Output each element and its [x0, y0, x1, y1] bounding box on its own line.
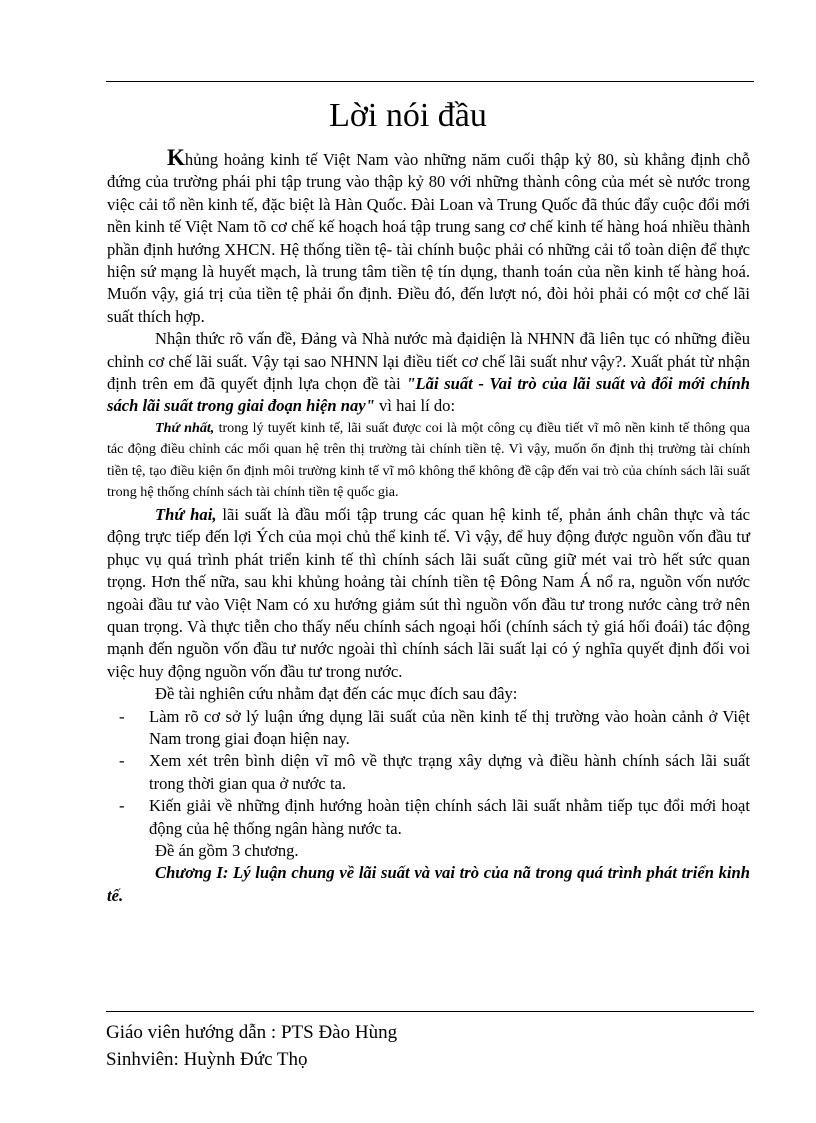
awareness-tail: vì hai lí do:	[374, 396, 456, 416]
intro-paragraph	[107, 146, 750, 328]
reason-1-text: trong lý tuyết kinh tế, lãi suất được coi là một công cụ điều tiết vĩ mô nền kinh tế thông qua tác động điều chỉnh các mối quan hệ trên thị trường tài chính tiền tệ. Vì vậy, muốn ổn định thị trường tài chính tiền tệ, tạo điều kiện ổn định môi trường kinh tế vĩ mô không thể không đề cập đến vai trò của chính sách lãi suất trong hệ thống chính sách tài chính tiền tệ quốc gia.	[107, 419, 751, 501]
awareness-text: Nhận thức rõ vấn đề, Đảng và Nhà nước mà đạidiện là NHNN đã liên tục có những điều chỉnh cơ chế lãi suất. Vậy tại sao NHNN lại điều tiết cơ chế lãi suất như vậy?. Xuất phát từ nhận định trên em đã quyết định lựa chọn đề tài	[107, 329, 750, 394]
reason-2-paragraph	[107, 504, 750, 683]
objective-text: Xem xét trên bình diện vĩ mô về thực trạng xây dựng và điều hành chính sách lãi suất trong thời gian qua ở nước ta.	[149, 751, 750, 793]
drop-cap: K	[167, 145, 185, 170]
page-title: Lời nói đầu	[329, 97, 487, 134]
supervisor-line: Giáo viên hướng dẫn : PTS Đào Hùng	[106, 1022, 398, 1043]
top-rule	[106, 81, 754, 82]
footer	[106, 1019, 397, 1073]
objectives-intro: Đề tài nghiên cứu nhằm đạt đến các mục đích sau đây:	[155, 684, 518, 704]
chapters-intro: Đề án gồm 3 chương.	[155, 840, 299, 860]
objective-text: Làm rõ cơ sở lý luận ứng dụng lãi suất của nền kinh tế thị trường vào hoàn cảnh ở Việt Nam trong giai đoạn hiện nay.	[149, 706, 750, 748]
footer-rule	[106, 1011, 754, 1012]
reason-1-label: Thứ nhất,	[155, 419, 215, 436]
reason-2-text: lãi suất là đầu mối tập trung các quan hệ kinh tế, phản ánh chân thực và tác động trực tiếp đến lợi Ých của mọi chủ thể kinh tế. Vì vậy, để huy động được nguồn vốn đầu tư phục vụ quá trình phát triển kinh tế thì chính sách lãi suất cũng giữ mét vai trò hết sức quan trọng. Hơn thế nữa, sau khi khủng hoảng tài chính tiền tệ Đông Nam Á nổ ra, nguồn vốn nước ngoài đầu tư vào Việt Nam có xu hướng giảm sút thì nguồn vốn đầu tư trong nước càng trở nên quan trọng. Và thực tiễn cho thấy nếu chính sách ngoại hối (chính sách tỷ giá hối đoái) tác động mạnh đến nguồn vốn đầu tư nước ngoài thì chính sách lãi suất lại có ý nghĩa quyết định đối voi việc huy động nguồn vốn đầu tư trong nước.	[107, 504, 750, 681]
list-item	[107, 750, 750, 795]
list-item	[107, 795, 750, 840]
student-line: Sinhviên: Huỳnh Đức Thọ	[106, 1049, 308, 1070]
chapter-1-heading: Chương I: Lý luận chung về lãi suất và vai trò của nã trong quá trình phát triển kinh tế.	[107, 863, 750, 905]
objective-text: Kiến giải về những định hướng hoàn tiện chính sách lãi suất nhằm tiếp tục đổi mới hoạt động của hệ thống ngân hàng nước ta.	[149, 796, 750, 838]
reason-1-paragraph	[107, 418, 750, 504]
bullet-dash: -	[119, 706, 125, 726]
intro-text: hủng hoảng kinh tế Việt Nam vào những năm cuối thập kỷ 80, sù khẳng định chỗ đứng của trường phái phi tập trung vào thập kỷ 80 với những thành công của mét sè nước trong việc cải tổ nền kinh tế, đặc biệt là Hàn Quốc. Đài Loan và Trung Quốc đã thúc đẩy cuộc đổi mới nền kinh tế Việt Nam tõ cơ chế kế hoạch hoá tập trung sang cơ chế kinh tế hàng hoá nhiều thành phần định hướng XHCN. Hệ thống tiền tệ- tài chính buộc phải có những cải tổ toàn diện để thực hiện sứ mạng là huyết mạch, là trung tâm tiền tệ tín dụng, thanh toán của nền kinh tế hàng hoá. Muốn vậy, giá trị của tiền tệ phải ổn định. Điều đó, đến lượt nó, đòi hỏi phải có một cơ chế lãi suất thích hợp.	[107, 150, 750, 326]
topic-title: "Lãi suất - Vai trò của lãi suất và đổi mới chính sách lãi suất trong giai đoạn hiện nay"	[107, 374, 750, 416]
bullet-dash: -	[119, 796, 125, 816]
bullet-dash: -	[119, 751, 125, 771]
objectives-list	[107, 706, 750, 840]
reason-2-label: Thứ hai,	[155, 504, 217, 524]
awareness-paragraph	[107, 328, 750, 418]
document-body	[107, 146, 750, 907]
list-item	[107, 706, 750, 751]
